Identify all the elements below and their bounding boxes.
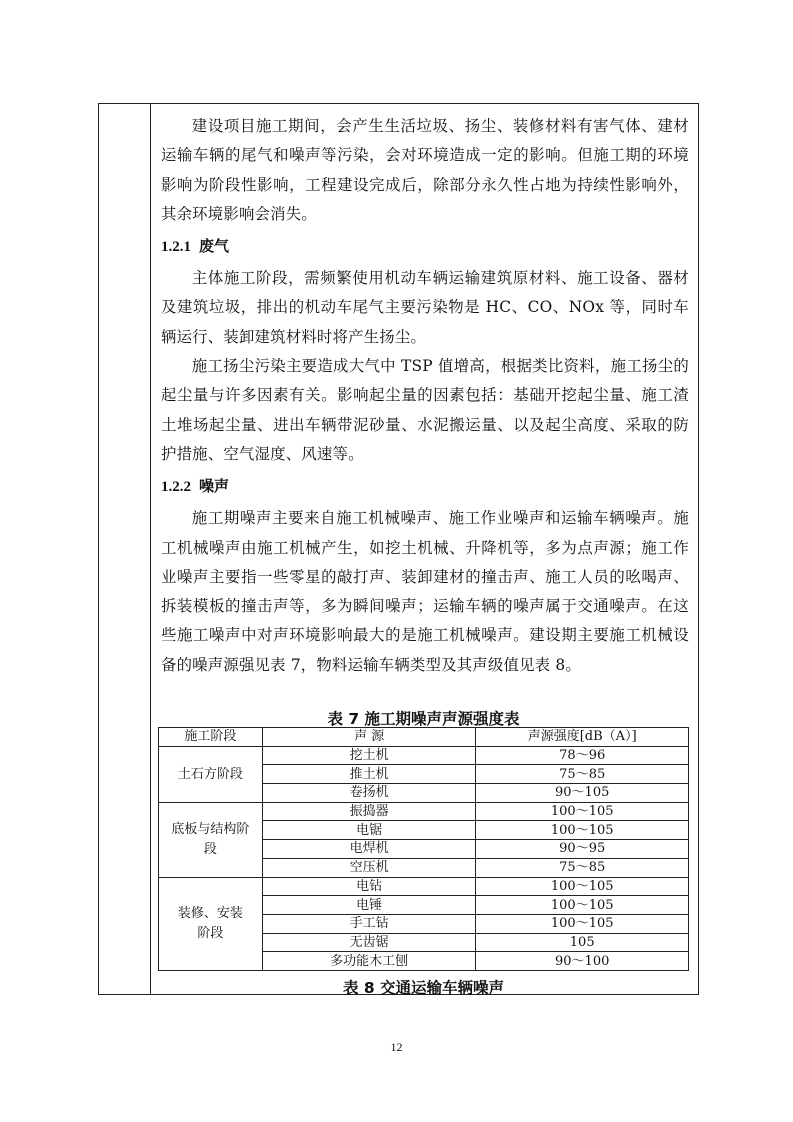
table-row — [159, 877, 689, 896]
table-row — [159, 802, 689, 821]
level-cell: 105 — [476, 933, 689, 952]
level-cell: 100～105 — [476, 914, 689, 933]
section-title: 废气 — [199, 237, 230, 256]
level-cell: 90～95 — [476, 840, 689, 859]
source-cell: 振捣器 — [262, 802, 476, 821]
header-source: 声 源 — [262, 728, 476, 747]
page-number: 12 — [390, 1040, 403, 1054]
table7-caption: 表 7 施工期噪声声源强度表 — [327, 710, 520, 728]
source-cell: 电锤 — [262, 896, 476, 915]
source-cell: 推土机 — [262, 765, 476, 784]
source-cell: 电锯 — [262, 821, 476, 840]
source-cell: 卷扬机 — [262, 784, 476, 803]
table-header-row — [159, 728, 689, 747]
header-level: 声源强度[dB（A）] — [476, 728, 689, 747]
stage-cell: 土石方阶段 — [159, 746, 263, 802]
source-cell: 无齿锯 — [262, 933, 476, 952]
level-cell: 78～96 — [476, 746, 689, 765]
source-cell: 挖土机 — [262, 746, 476, 765]
source-cell: 电钻 — [262, 877, 476, 896]
table8-caption: 表 8 交通运输车辆噪声 — [342, 979, 505, 997]
source-cell: 空压机 — [262, 858, 476, 877]
level-cell: 75～85 — [476, 858, 689, 877]
section-heading-noise — [161, 471, 689, 502]
header-stage: 施工阶段 — [159, 728, 263, 747]
source-cell: 电焊机 — [262, 840, 476, 859]
level-cell: 90～100 — [476, 952, 689, 971]
level-cell: 75～85 — [476, 765, 689, 784]
section-heading-gas — [161, 231, 689, 262]
source-cell: 多功能木工刨 — [262, 952, 476, 971]
gas-paragraph-2: 施工扬尘污染主要造成大气中 TSP 值增高，根据类比资料，施工扬尘的起尘量与许多因素有关。影响起尘量的因素包括：基础开挖起尘量、施工渣土堆场起尘量、进出车辆带泥砂量、水泥搬运量、以及起尘高度、采取的防护措施、空气湿度、风速等。 — [161, 357, 689, 463]
section-number: 1.2.2 — [161, 479, 191, 496]
level-cell: 100～105 — [476, 821, 689, 840]
left-column — [99, 104, 151, 994]
noise-source-table — [158, 727, 689, 971]
section-title: 噪声 — [199, 477, 230, 496]
source-cell: 手工钻 — [262, 914, 476, 933]
stage-cell: 底板与结构阶段 — [159, 802, 263, 877]
intro-paragraph: 建设项目施工期间，会产生生活垃圾、扬尘、装修材料有害气体、建材运输车辆的尾气和噪声等污染，会对环境造成一定的影响。但施工期的环境影响为阶段性影响，工程建设完成后，除部分永久性占地为持续性影响外，其余环境影响会消失。 — [161, 117, 689, 223]
main-content — [161, 112, 689, 680]
level-cell: 100～105 — [476, 896, 689, 915]
level-cell: 90～105 — [476, 784, 689, 803]
table-row — [159, 746, 689, 765]
noise-paragraph: 施工期噪声主要来自施工机械噪声、施工作业噪声和运输车辆噪声。施工机械噪声由施工机械产生，如挖土机械、升降机等，多为点声源；施工作业噪声主要指一些零星的敲打声、装卸建材的撞击声、施工人员的吆喝声、拆装模板的撞击声等，多为瞬间噪声；运输车辆的噪声属于交通噪声。在这些施工噪声中对声环境影响最大的是施工机械噪声。建设期主要施工机械设备的噪声源强见表 7，物料运输车辆类型及其声级值见表 8。 — [161, 509, 689, 674]
section-number: 1.2.1 — [161, 239, 191, 256]
stage-cell: 装修、安装阶段 — [159, 877, 263, 970]
level-cell: 100～105 — [476, 877, 689, 896]
gas-paragraph-1: 主体施工阶段，需频繁使用机动车辆运输建筑原材料、施工设备、器材及建筑垃圾，排出的机动车尾气主要污染物是 HC、CO、NOx 等，同时车辆运行、装卸建筑材料时将产生扬尘。 — [161, 269, 689, 346]
level-cell: 100～105 — [476, 802, 689, 821]
